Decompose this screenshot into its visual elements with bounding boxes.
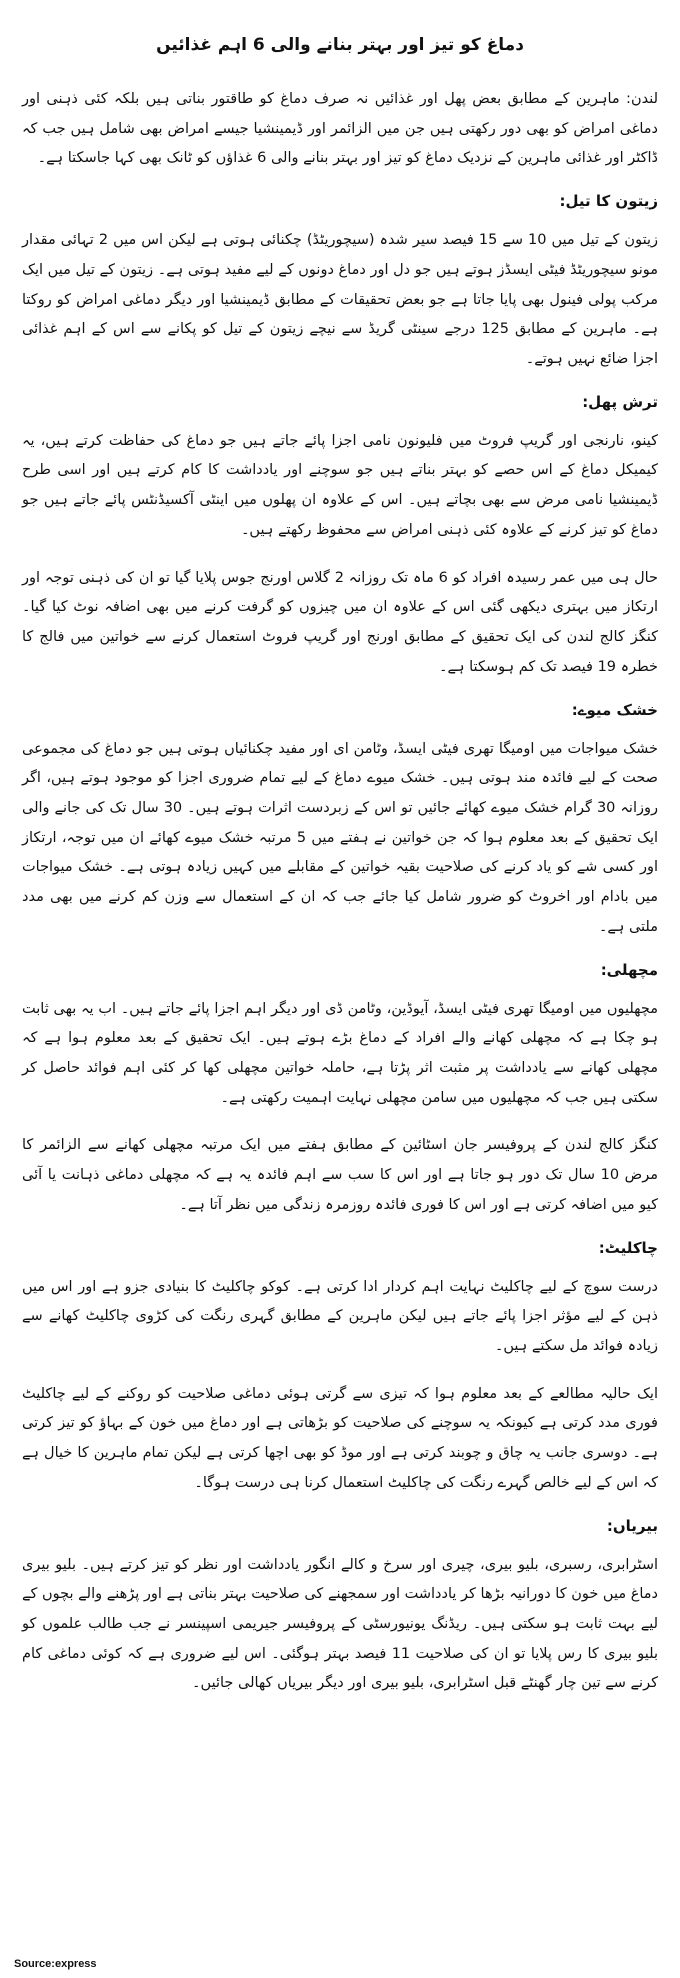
section-paragraph: خشک میواجات میں اومیگا تھری فیٹی ایسڈ، وٹامن ای اور مفید چکنائیاں ہوتی ہیں جو دماغ کی مجموعی صحت کے لیے فائدہ مند ہوتی ہیں۔ خشک میوے دماغ کے لیے تمام ضروری اجزا کو موجود ہوتے ہیں، اگر روزانہ 30 گرام خشک میوے کھائے جائیں تو اس کے زبردست اثرات ہوتے ہیں۔ 30 سال تک کی جانے والی ایک تحقیق کے بعد معلوم ہوا کہ جن خواتین نے ہفتے میں 5 مرتبہ خشک میوے کھائے ان میں توجہ، ارتکاز اور کسی شے کو یاد کرنے کی صلاحیت بقیہ خواتین کے مقابلے میں کہیں زیادہ ہوتی ہے۔ خشک میواجات میں بادام اور اخروٹ کو ضرور شامل کیا جائے جب کہ ان کے استعمال سے وزن کم کرنے میں بھی مدد ملتی ہے۔: [22, 740, 659, 935]
section-heading: مچھلی:: [600, 960, 658, 979]
intro-paragraph: لندن: ماہرین کے مطابق بعض پھل اور غذائیں نہ صرف دماغ کو طاقتور بناتی ہیں بلکہ کئی ذہنی اور دماغی امراض کو بھی دور رکھتی ہیں جن میں الزائمر اور ڈیمینشیا جیسے امراض بھی شامل ہیں جب کہ ڈاکٹر اور غذائی ماہرین کے نزدیک دماغ کو تیز اور بہتر بنانے والی 6 غذاؤں کو ٹانک بھی کہا جاسکتا ہے۔: [22, 91, 658, 167]
section-heading: ترش پھل:: [582, 392, 658, 411]
section-heading: بیریاں:: [606, 1516, 658, 1535]
section-paragraph: ایک حالیہ مطالعے کے بعد معلوم ہوا کہ تیزی سے گرتی ہوئی دماغی صلاحیت کو روکنے کے لیے چاکلیٹ فوری مدد کرتی ہے کیونکہ یہ سوچنے کی صلاحیت کو بڑھاتی ہے اور دماغ میں خون کے بہاؤ کو تیز کرتی ہے۔ دوسری جانب یہ چاق و چوبند کرتی ہے اور موڈ کو بھی اچھا کرتی ہے لیکن تمام ماہرین کا خیال ہے کہ اس کے لیے خالص گہرے رنگت کی چاکلیٹ استعمال کرنا ہی درست ہوگا۔: [22, 1385, 658, 1491]
section-paragraph: کنگز کالج لندن کے پروفیسر جان اسٹائین کے مطابق ہفتے میں ایک مرتبہ مچھلی کھانے سے الزائمر کا مرض 10 سال تک دور ہو جاتا ہے اور اس کا سب سے اہم فائدہ یہ ہے کہ مچھلی دماغی ذہانت یا آئی کیو میں اضافہ کرتی ہے اور اس کا فوری فائدہ روزمرہ زندگی میں نظر آتا ہے۔: [22, 1137, 658, 1213]
section-heading: چاکلیٹ:: [598, 1238, 658, 1257]
section-paragraph: حال ہی میں عمر رسیدہ افراد کو 6 ماہ تک روزانہ 2 گلاس اورنج جوس پلایا گیا تو ان کی ذہنی توجہ اور ارتکاز میں بہتری دیکھی گئی اس کے علاوہ ان میں چیزوں کو گرفت کرنے میں بھی اضافہ نوٹ کیا گیا۔ کنگز کالج لندن کی ایک تحقیق کے مطابق اورنج اور گریپ فروٹ استعمال کرنے سے خواتین میں فالج کا خطرہ 19 فیصد تک کم ہوسکتا ہے۔: [22, 569, 659, 675]
section-heading: خشک میوے:: [571, 700, 658, 719]
article-sections: [22, 192, 658, 1699]
section-paragraph: مچھلیوں میں اومیگا تھری فیٹی ایسڈ، آیوڈین، وٹامن ڈی اور دیگر اہم اجزا پائے جاتے ہیں۔ اب یہ بھی ثابت ہو چکا ہے کہ مچھلی کھانے والے افراد کے دماغ بڑے ہوتے ہیں۔ ایک تحقیق کے بعد معلوم ہوا ہے کہ مچھلی کھانے سے یادداشت پر مثبت اثر پڑتا ہے، حاملہ خواتین مچھلی کھا کر کئی اہم فوائد حاصل کر سکتی ہیں جب کہ مچھلیوں میں سامن مچھلی نہایت اہمیت رکھتی ہے۔: [22, 1000, 658, 1106]
section-paragraph: اسٹرابری، رسبری، بلیو بیری، چیری اور سرخ و کالے انگور یادداشت اور نظر کو تیز کرتے ہیں۔ بلیو بیری دماغ میں خون کا دورانیہ بڑھا کر یادداشت اور سمجھنے کی صلاحیت بہتر بناتی ہے اور پڑھنے والے بچوں کے لیے بہت ثابت ہو سکتی ہیں۔ ریڈنگ یونیورسٹی کے پروفیسر جیریمی اسپینسر نے جب طالب علموں کو بلیو بیری کا رس پلایا تو ان کی صلاحیت 11 فیصد بہتر ہوگئی۔ اس لیے ضروری ہے کہ کوئی دماغی کام کرنے سے تین چار گھنٹے قبل اسٹرابری، بلیو بیری اور دیگر بیریاں کھالی جائیں۔: [22, 1556, 658, 1692]
article-title: دماغ کو تیز اور بہتر بنانے والی 6 اہم غذائیں: [156, 35, 524, 55]
section-paragraph: زیتون کے تیل میں 10 سے 15 فیصد سیر شدہ (سیچوریٹڈ) چکنائی ہوتی ہے لیکن اس میں 2 تہائی مقدار مونو سیچوریٹڈ فیٹی ایسڈز ہوتے ہیں جو دل اور دماغ دونوں کے لیے مفید ہوتی ہے۔ زیتون کے تیل میں ایک مرکب پولی فینول بھی پایا جاتا ہے جو بعض تحقیقات کے مطابق ڈیمینشیا اور دیگر دماغی امراض کو روکتا ہے۔ ماہرین کے مطابق 125 درجے سینٹی گریڈ سے نیچے زیتون کے تیل کو پکانے سے اس کے اہم غذائی اجزا ضائع نہیں ہوتے۔: [22, 232, 658, 368]
source-credit: Source:express: [14, 1958, 97, 1970]
section-paragraph: کینو، نارنجی اور گریپ فروٹ میں فلیونون نامی اجزا پائے جاتے ہیں جو دماغ کی حفاظت کرتے ہیں، یہ کیمیکل دماغ کے اس حصے کو بہتر بناتے ہیں جو سوچنے اور یادداشت کا کام کرتے ہیں اور اسی طرح ڈیمینشیا نامی مرض سے بھی بچاتے ہیں۔ اس کے علاوہ ان پھلوں میں اینٹی آکسیڈنٹس پائے جاتے ہیں جو دماغ کو تیز کرنے کے علاوہ کئی ذہنی امراض سے محفوظ رکھتے ہیں۔: [22, 432, 658, 538]
section-heading: زیتون کا تیل:: [559, 192, 658, 211]
section-paragraph: درست سوچ کے لیے چاکلیٹ نہایت اہم کردار ادا کرتی ہے۔ کوکو چاکلیٹ کا بنیادی جزو ہے اور اس میں ذہن کے لیے مؤثر اجزا پائے جاتے ہیں لیکن ماہرین کے مطابق گہری رنگت کی کڑوی چاکلیٹ کھانے سے زیادہ فوائد مل سکتے ہیں۔: [22, 1278, 658, 1354]
